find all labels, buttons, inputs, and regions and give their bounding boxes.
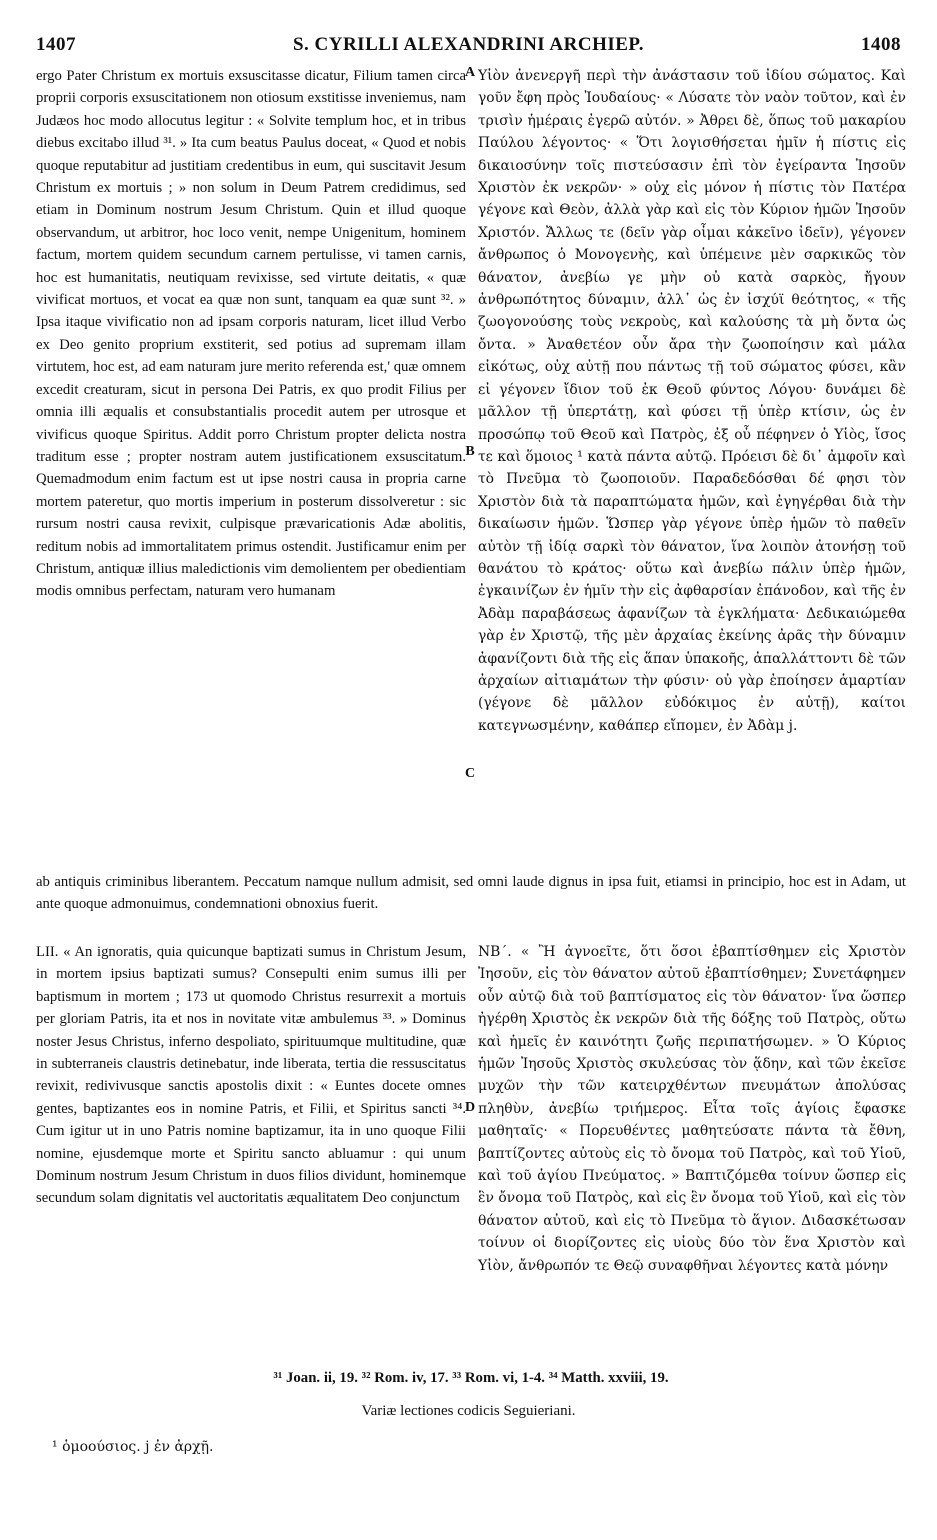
margin-letter-d: D bbox=[464, 1100, 476, 1115]
margin-letter-a: A bbox=[464, 65, 476, 80]
variant-readings: ¹ ὁμοούσιος. j ἐν ἀρχῇ. bbox=[52, 1439, 214, 1455]
greek-text-2: ΝΒ΄. « Ἢ ἀγνοεῖτε, ὅτι ὅσοι ἐβαπτίσθημεν εἰς Χριστὸν Ἰησοῦν, εἰς τὸν θάνατον αὐτοῦ ἐβαπτίσθημεν; Συνετάφημεν οὖν αὐτῷ διὰ τοῦ βαπτίσματος εἰς τὸν θάνατον· ἵνα ὥσπερ ἠγέρθη Χριστὸς ἐκ νεκρῶν διὰ τῆς δόξης τοῦ Πατρὸς, οὕτω καὶ ἡμεῖς ἐν καινότητι ζωῆς περιπατήσωμεν. » Ὁ Κύριος ἡμῶν Ἰησοῦς Χριστὸς σκυλεύσας τὸν ᾅδην, καὶ τῶν ἐκεῖσε μυχῶν τὴν τῶν κατειρχθέντων πνευμάτων ἀπολύσας πληθὺν, ἀνεβίω τριήμερος. Εἶτα τοῖς ἁγίοις ἔφασκε μαθηταῖς· « Πορευθέντες μαθητεύσατε πάντα τὰ ἔθνη, βαπτίζοντες αὐτοὺς εἰς τὸ ὄνομα τοῦ Πατρὸς, καὶ τοῦ Υἱοῦ, καὶ τοῦ ἁγίου Πνεύματος. » Βαπτιζόμεθα τοίνυν ὥσπερ εἰς ἓν ὄνομα τοῦ Πατρὸς, καὶ εἰς ἓν ὄνομα τοῦ Υἱοῦ, καὶ εἰς τὸν θάνατον αὐτοῦ, καὶ εἰς τὸ Πνεῦμα τὸ ἅγιον. Διδασκέτωσαν τοίνυν οἱ διορίζοντες εἰς υἱοὺς δύο τὸν ἕνα Χριστὸν καὶ Υἱὸν, ἄνθρωπόν τε Θεῷ συναφθῆναι λέγοντες κατὰ μόνην bbox=[478, 944, 906, 1274]
page-header bbox=[36, 34, 901, 64]
latin-text-2: LII. « An ignoratis, quia quicunque baptizati sumus in Christum Jesum, in mortem ipsius baptizati sumus? Consepulti enim sumus illi per baptismum in mortem ; 173 ut quomodo Christus resurrexit a mortuis per gloriam Patris, ita et nos in novitate vitæ ambulemus ³³. » Dominus noster Jesus Christus, inferno despoliato, spirituumque multitudine, quæ in subterraneis claustris detinebatur, inde liberata, tertia die ressuscitatus revixit, redivivusque sanctis apostolis dixit : « Euntes docete omnes gentes, baptizantes eos in nomine Patris, et Filii, et Spiritus sancti ³⁴. Cum igitur ut in uno Patris nomine baptizamur, ita in uno quoque Filii nomine, ejusdemque morte et Spiritu sancto abluamur : qui unum Dominum nostrum Jesum Christum in duos filios dividunt, hominemque secundum solam dignitatis vel auctoritatis æqualitatem Deo conjunctum bbox=[36, 944, 466, 1207]
margin-letter-b: B bbox=[465, 444, 475, 459]
latin-column-1 bbox=[36, 65, 466, 603]
greek-text-1: Υἱὸν ἀνενεργῆ περὶ τὴν ἀνάστασιν τοῦ ἰδίου σώματος. Καὶ γοῦν ἔφη πρὸς Ἰουδαίους· « Λύσατε τὸν ναὸν τοῦτον, καὶ ἐν τρισὶν ἡμέραις ἐγερῶ αὐτόν. » Ἀθρει δὲ, ὅπως τοῦ μακαρίου Παύλου λέγοντος· « Ὅτι λογισθήσεται ἡμῖν ἡ πίστις εἰς δικαιοσύνην τοῖς πιστεύσασιν ἐπὶ τὸν ἐγείραντα Ἰησοῦν Χριστὸν ἐκ νεκρῶν· » οὐχ εἰς μόνον ἡ πίστις τὸν Πατέρα γέγονε καὶ Θεὸν, ἀλλὰ γὰρ καὶ εἰς τὸν Κύριον ἡμῶν Ἰησοῦν Χριστόν. Ἄλλως τε (δεῖν γὰρ οἶμαι κἀκεῖνο ἰδεῖν), γέγονεν ἄνθρωπος ὁ Μονογενὴς, καὶ ὑπέμεινε μὲν σαρκικῶς τὸν θάνατον, ἀνεβίω γε μὴν οὐ κατὰ σαρκὸς, ἤγουν ἀνθρωπότητος δύναμιν, ἀλλ᾽ ὡς ἐν ἰσχύϊ θεότητος, « τῆς ζωογονούσης τοὺς νεκροὺς, καὶ καλούσης τὰ μὴ ὄντα ὡς ὄντα. » Ἀναθετέον οὖν ἄρα τὴν ζωοποίησιν καὶ μάλα εἰκότως, οὐχ αὐτῇ που πάντως τῇ τοῦ σώματος φύσει, κἂν εἰ γέγονεν ἴδιον τοῦ ἐκ Θεοῦ φύντος Λόγου· δυνάμει δὲ μᾶλλον τῇ ὑπερτάτῃ, καὶ φύσει τῇ ὑπὲρ κτίσιν, ὡς ἐν προσώπῳ τοῦ Θεοῦ καὶ Πατρὸς, ἐξ οὗ πέφηνεν ὁ Υἱὸς, ἴσος τε καὶ ὅμοιος ¹ κατὰ πάντα αὐτῷ. Πρόεισι δὲ δι᾽ ἀμφοῖν καὶ τὸ Πνεῦμα τὸ ζωοποιοῦν. Παραδεδόσθαι δέ φησι τὸν Χριστὸν διὰ τὰ παραπτώματα ἡμῶν, καὶ ἐγηγέρθαι διὰ τὴν δικαίωσιν ἡμῶν. Ὥσπερ γὰρ γέγονε ὑπὲρ ἡμῶν τὸ παθεῖν αὐτὸν τῇ ἰδίᾳ σαρκὶ τὸν θάνατον, ἵνα λοιπὸν ἀτονήσῃ τοῦ θανάτου τὸ κράτος· οὕτω καὶ ἀνεβίω πάλιν ὑπὲρ ἡμῶν, ἐγκαινίζων ἐν ἡμῖν τὴν εἰς ἀφθαρσίαν ἐπάνοδον, καὶ τῆς ἐν Ἀδὰμ παραβάσεως ἀφανίζων τὰ ἐγκλήματα· Δεδικαιώμεθα γὰρ ἐν Χριστῷ, τῆς μὲν ἀρχαίας ἐκείνης ἀρᾶς τὴν δύναμιν ἀφανίζοντι διὰ τῆς εἰς ἅπαν ὑπακοῆς, ἀπαλλάττοντι δὲ τῶν ἀρχαίων αἰτιαμάτων τὴν φύσιν· οὐ γὰρ ἐποίησεν ἁμαρτίαν (γέγονε δὲ μᾶλλον εὐδόκιμος ἐν αὐτῇ), καίτοι κατεγνωσμένην, καθάπερ εἴπομεν, ἐν Ἀδὰμ j. bbox=[478, 68, 906, 734]
full-width-paragraph bbox=[36, 871, 906, 916]
page-number-left: 1407 bbox=[36, 34, 76, 55]
page-number-right: 1408 bbox=[861, 34, 901, 55]
greek-column-1 bbox=[478, 65, 906, 737]
latin-column-2 bbox=[36, 941, 466, 1210]
greek-column-2 bbox=[478, 941, 906, 1277]
latin-text-1: ergo Pater Christum ex mortuis exsuscitasse dicatur, Filium tamen circa proprii corporis exsuscitationem non otiosum exstitisse inveniemus, nam Judæos hoc modo allocutus legitur : « Solvite templum hoc, et in tribus diebus excitabo illud ³¹. » Ita cum beatus Paulus doceat, « Quod et nobis quoque reputabitur ad justitiam credentibus in eum, qui suscitavit Jesum Christum ex mortuis ; » non solum in Deum Patrem credidimus, sed etiam in Dominum nostrum Jesum Christum. Quin et illud quoque observandum, ut arbitror, hoc loco venit, nempe Unigenitum, hominem factum, mortem quidem secundum carnem pertulisse, vi tamen carnis, hoc est humanitatis, neutiquam revixisse, sed virtute deitatis, « quæ vivificat mortuos, et vocat ea quæ non sunt, tanquam ea quæ sunt ³². » Ipsa itaque vivificatio non ad ipsam corporis naturam, licet illud Verbo ex Deo genito proprium exstiterit, sed potius ad supremam illam virtutem, hoc est, ad eam naturam jure merito referenda est,' quæ omnem excedit creaturam, sicut in persona Dei Patris, ex quo prodit Filius per omnia illi æqualis et consubstantialis procedit autem per utrosque et vivificus quoque Spiritus. Addit porro Christum propter delicta nostra traditum esse ; propter nostram autem justificationem exsuscitatum. Quemadmodum enim factum est ut ipse nostri causa in propria carne mortem pateretur, quo mortis imperium in posterum dissolveretur : sic rursum nostri causa revixit, culpisque prævaricationis Adæ abolitis, reditum nobis ad immortalitatem primus ostendit. Justificamur enim per Christum, antiquæ illius maledictionis vim demolientem per obedientiam modis omnibus perfectam, naturam vero humanam bbox=[36, 68, 466, 600]
running-title: S. CYRILLI ALEXANDRINI ARCHIEP. bbox=[292, 34, 645, 55]
variae-lectiones-title: Variæ lectiones codicis Seguieriani. bbox=[361, 1403, 576, 1419]
full-width-text: ab antiquis criminibus liberantem. Peccatum namque nullum admisit, sed omni laude dignus in ipsa fuit, etiamsi in principio, hoc est in Adam, ut ante quoque admonuimus, condemnationi obnoxius fuerit. bbox=[36, 874, 906, 913]
margin-letter-c: C bbox=[464, 766, 476, 781]
footnotes: ³¹ Joan. ii, 19. ³² Rom. iv, 17. ³³ Rom. vi, 1-4. ³⁴ Matth. xxviii, 19. bbox=[273, 1370, 669, 1386]
